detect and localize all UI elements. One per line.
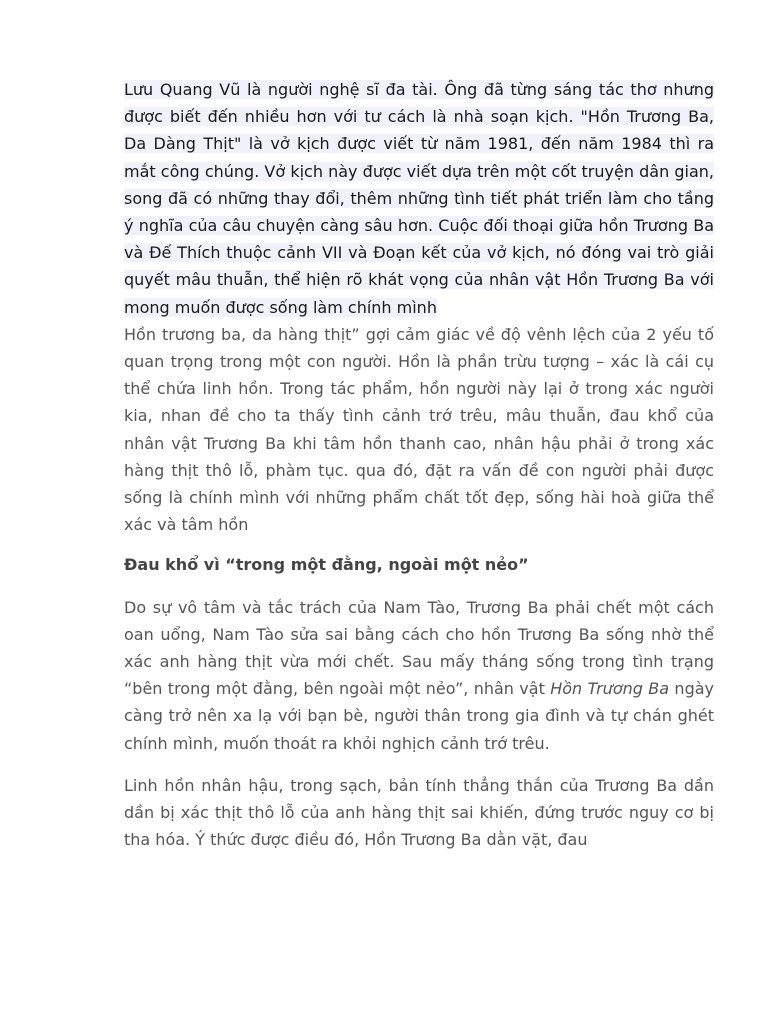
document-page: [124, 76, 714, 853]
third-paragraph-italic: Hồn Trương Ba: [550, 679, 670, 699]
second-paragraph: Hồn trương ba, da hàng thịt” gợi cảm giác về độ vênh lệch của 2 yếu tố quan trọng trong một con người. Hồn là phần trừu tượng – xác là cái cụ thể chứa linh hồn. Trong tác phẩm, hồn người này lại ở trong xác người kia, nhan đề cho ta thấy tình cảnh trớ trêu, mâu thuẫn, đau khổ của nhân vật Trương Ba khi tâm hồn thanh cao, nhân hậu phải ở trong xác hàng thịt thô lỗ, phàm tục. qua đó, đặt ra vấn đề con người phải được sống là chính mình với những phẩm chất tốt đẹp, sống hài hoà giữa thể xác và tâm hồn: [124, 324, 714, 535]
third-paragraph-part1: Do sự vô tâm và tắc trách của Nam Tào, Trương Ba phải chết một cách oan uổng, Nam Tào sửa sai bằng cách cho hồn Trương Ba sống nhờ thể xác anh hàng thịt vừa mới chết. Sau mấy tháng sống trong tình trạng “bên trong một đằng, bên ngoài một nẻo”, nhân vật: [124, 597, 714, 699]
intro-paragraph[interactable]: [124, 76, 714, 321]
fourth-paragraph: Linh hồn nhân hậu, trong sạch, bản tính thẳng thắn của Trương Ba dần dần bị xác thịt thô lỗ của anh hàng thịt sai khiến, đứng trước nguy cơ bị tha hóa. Ý thức được điều đó, Hồn Trương Ba dằn vặt, đau: [124, 775, 714, 850]
third-paragraph: [124, 594, 714, 757]
third-paragraph-part2: ngày càng trở nên xa lạ với bạn bè, người thân trong gia đình và tự chán ghét chính mình, muốn thoát ra khỏi nghịch cảnh trớ trêu.: [124, 679, 715, 753]
section-heading: Đau khổ vì “trong một đằng, ngoài một nẻo”: [124, 555, 529, 575]
selected-text-highlight: Lưu Quang Vũ là người nghệ sĩ đa tài. Ông đã từng sáng tác thơ nhưng được biết đến nhiều hơn với tư cách là nhà soạn kịch. "Hồn Trương Ba, Da Dàng Thịt" là vở kịch được viết từ năm 1981, đến năm 1984 thì ra mắt công chúng. Vở kịch này được viết dựa trên một cốt truyện dân gian, song đã có những thay đổi, thêm những tình tiết phát triển làm cho tầng ý nghĩa của câu chuyện càng sâu hơn. Cuộc đối thoại giữa hồn Trương Ba và Đế Thích thuộc cảnh VII và Đoạn kết của vở kịch, nó đóng vai trò giải quyết mâu thuẫn, thể hiện rõ khát vọng của nhân vật Hồn Trương Ba với mong muốn được sống làm chính mình: [124, 80, 714, 317]
